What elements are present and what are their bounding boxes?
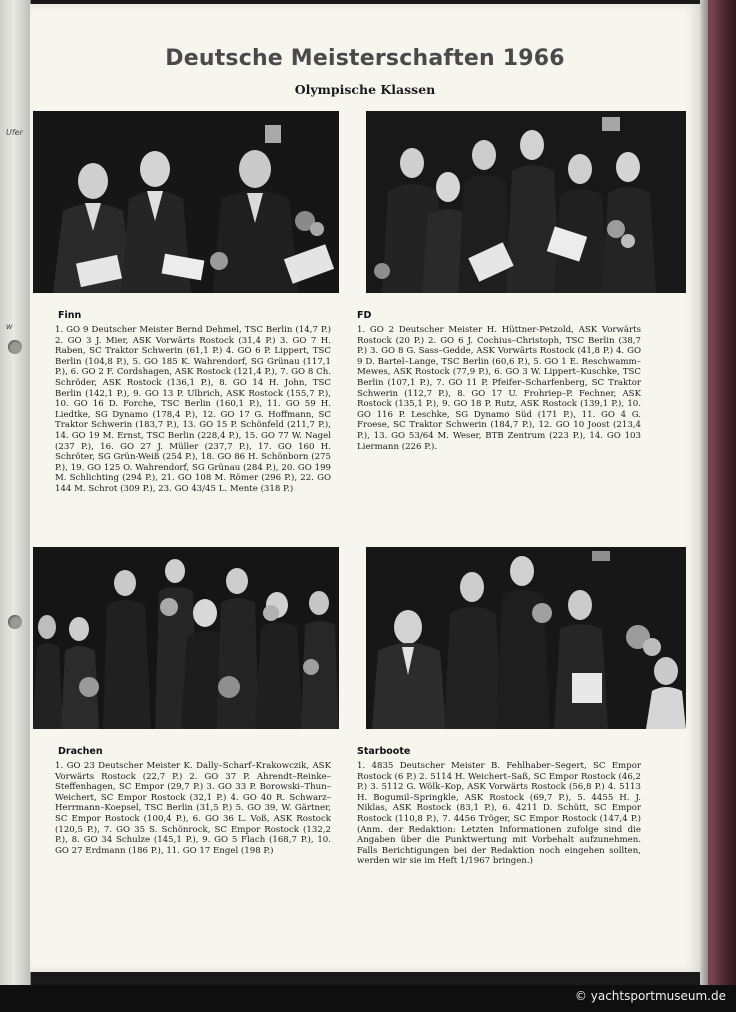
section-heading-drachen: Drachen [58, 746, 103, 757]
margin-mark: Ufer [6, 128, 23, 137]
photo-fd-winners [366, 111, 686, 293]
left-binding-strip [0, 0, 31, 985]
binding-hole [8, 615, 22, 629]
section-heading-starboote: Starboote [357, 746, 411, 757]
book-spine [700, 0, 736, 985]
results-finn [55, 325, 331, 495]
editorial-note: (Anm. der Redaktion: Letzten Informationen zufolge sind die Angaben über die Punktwertung mit Vorbehalt aufzunehmen. Falls Berichtigungen bei der Redaktion noch eingehen sollten, werden wir sie im Heft 1/1967 bringen.) [357, 824, 641, 867]
binding-hole [8, 340, 22, 354]
results-drachen [55, 761, 331, 856]
results-fd-text: 1. GO 2 Deutscher Meister H. Hüttner-Petzold, ASK Vorwärts Rostock (20 P.) 2. GO 6 J. Cochius–Christoph, TSC Berlin (38,7 P.) 3. GO 8 G. Sass–Gedde, ASK Vorwärts Rostock (41,8 P.) 4. GO 9 D. Bartel–Lange, TSC Berlin (60,6 P.), 5. GO 1 E. Reschwamm–Mewes, ASK Rostock (77,9 P.), 6. GO 3 W. Lippert–Kuschke, TSC Berlin (107,1 P.), 7. GO 11 P. Pfeifer–Scharfenberg, SC Traktor Schwerin (112,7 P.), 8. GO 17 U. Frohriep–P. Fechner, ASK Rostock (135,1 P.), 9. GO 18 P. Rutz, ASK Rostock (139,1 P.), 10. GO 116 P. Leschke, SG Dynamo Süd (171 P.), 11. GO 4 G. Froese, SC Traktor Schwerin (184,7 P.), 12. GO 10 Joost (213,4 P.), 13. GO 53/64 M. Weser, BTB Zentrum (223 P.), 14. GO 103 Liermann (226 P.). [357, 325, 641, 452]
results-drachen-text: 1. GO 23 Deutscher Meister K. Dally–Scharf–Krakowczik, ASK Vorwärts Rostock (22,7 P.) 2. GO 37 P. Ahrendt–Reinke–Steffenhagen, SC Empor (29,7 P.) 3. GO 33 P. Borowski–Thun–Weichert, SC Empor Rostock (32,1 P.) 4. GO 40 R. Schwarz–Herrmann–Koepsel, TSC Berlin (31,5 P.) 5. GO 39, W. Gärtner, SC Empor Rostock (100,4 P.), 6. GO 36 L. Voß, ASK Rostock (120,5 P.), 7. GO 35 S. Schönrock, SC Empor Rostock (132,2 P.), 8. GO 34 Schulze (145,1 P.), 9. GO 5 Flach (168,7 P.), 10. GO 27 Erdmann (186 P.), 11. GO 17 Engel (198 P.) [55, 761, 331, 856]
section-heading-fd: FD [357, 310, 372, 321]
photo-drachen-winners [33, 547, 339, 729]
results-starboote [357, 761, 641, 867]
section-heading-finn: Finn [58, 310, 82, 321]
page-title: Deutsche Meisterschaften 1966 [165, 46, 565, 71]
results-fd [357, 325, 641, 452]
results-finn-text: 1. GO 9 Deutscher Meister Bernd Dehmel, TSC Berlin (14,7 P.) 2. GO 3 J. Mier, ASK Vorwärts Rostock (31,4 P.) 3. GO 7 H. Raben, SC Traktor Schwerin (61,1 P.) 4. GO 6 P. Lippert, TSC Berlin (104,8 P.), 5. GO 185 K. Wahrendorf, SG Grünau (117,1 P.), 6. GO 2 F. Cordshagen, ASK Rostock (121,4 P.), 7. GO 8 Ch. Schröder, ASK Rostock (136,1 P.), 8. GO 14 H. John, TSC Berlin (142,1 P.), 9. GO 13 P. Ulbrich, ASK Rostock (155,7 P.), 10. GO 16 D. Forche, TSC Berlin (160,1 P.), 11. GO 59 H. Liedtke, SG Dynamo (178,4 P.), 12. GO 17 G. Hoffmann, SC Traktor Schwerin (183,7 P.), 13. GO 15 P. Schönfeld (211,7 P.), 14. GO 19 M. Ernst, TSC Berlin (228,4 P.), 15. GO 77 W. Nagel (237 P.), 16. GO 27 J. Müller (237,7 P.), 17. GO 160 H. Schröter, SG Grün-Weiß (254 P.), 18. GO 86 H. Schönborn (275 P.), 19. GO 125 O. Wahrendorf, SG Grünau (284 P.), 20. GO 199 M. Schlichting (294 P.), 21. GO 108 M. Römer (296 P.), 22. GO 144 M. Schrot (309 P.), 23. GO 43/45 L. Mente (318 P.) [55, 325, 331, 494]
results-starboote-text: 1. 4835 Deutscher Meister B. Fehlhaber–Segert, SC Empor Rostock (6 P.) 2. 5114 H. Weichert–Saß, SC Empor Rostock (46,2 P.) 3. 5112 G. Wölk–Kop, ASK Vorwärts Rostock (56,8 P.) 4. 5113 H. Bogumil–Springkle, ASK Rostock (69,7 P.), 5. 4455 H. J. Niklas, ASK Rostock (83,1 P.), 6. 4211 D. Schütt, SC Empor Rostock (110,8 P.), 7. 4456 Tröger, SC Empor Rostock (147,4 P.) [357, 761, 641, 824]
photo-starboote-winners [366, 547, 686, 729]
margin-mark: w [6, 322, 13, 331]
watermark: © yachtsportmuseum.de [574, 989, 726, 1003]
photo-finn-winners [33, 111, 339, 293]
page [30, 4, 700, 972]
page-subtitle: Olympische Klassen [294, 82, 436, 97]
